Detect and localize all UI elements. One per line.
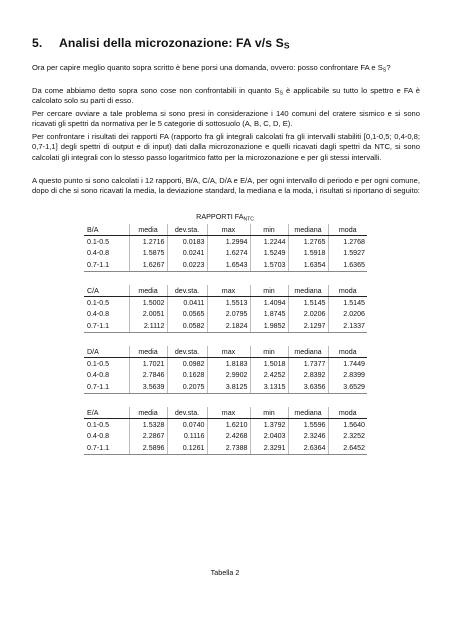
column-header: min: [250, 407, 288, 419]
column-header: max: [207, 407, 250, 419]
table-cell: 2.8399: [343, 371, 365, 380]
table-cell: 1.2244: [250, 236, 288, 248]
table-cell: 0.1261: [167, 442, 207, 454]
table-row: [84, 309, 367, 320]
table-cell: 1.5875: [129, 248, 167, 259]
ratio-table: [84, 346, 367, 394]
table-cell: 1.2768: [343, 238, 365, 247]
table-cell: 1.5927: [343, 249, 365, 258]
row-interval: 0.4-0.8: [84, 248, 129, 259]
column-header: mediana: [288, 285, 328, 297]
column-header: E/A: [84, 407, 129, 419]
ratio-table: [84, 224, 367, 272]
paragraph-ratios: A questo punto si sono calcolati i 12 rapporti, B/A, C/A, D/A e E/A, per ogni intervallo di periodo e per ogni comune, dopo di che si sono ricavati la media, la deviazione standard, la mediana e la moda, i risultati si riportano di seguito:: [32, 176, 420, 196]
table-cell: 3.5639: [129, 381, 167, 393]
section-heading: [32, 36, 290, 50]
table-cell: 2.1297: [288, 320, 328, 332]
column-header: media: [129, 285, 167, 297]
table-cell: 1.5018: [250, 358, 288, 370]
table-row: [84, 370, 367, 381]
column-header: max: [207, 346, 250, 358]
row-interval: 0.4-0.8: [84, 431, 129, 442]
table-cell: 2.7846: [129, 370, 167, 381]
table-cell: 1.8183: [207, 358, 250, 370]
table-cell: 1.2716: [129, 236, 167, 248]
column-header: moda: [328, 407, 367, 419]
table-cell: 2.4268: [207, 431, 250, 442]
column-header: mediana: [288, 407, 328, 419]
table-cell: 0.0582: [167, 320, 207, 332]
table-title-text: RAPPORTI FA: [196, 212, 244, 221]
table-cell: 0.0241: [167, 248, 207, 259]
table-cell: 1.3792: [250, 419, 288, 431]
table-title: [145, 212, 305, 221]
table-cell: 3.8125: [207, 381, 250, 393]
table-cell: 1.9852: [250, 320, 288, 332]
table-cell: 1.5145: [288, 297, 328, 309]
table-cell: 1.2994: [207, 236, 250, 248]
table-cell: 1.7377: [288, 358, 328, 370]
table-cell: 0.0411: [167, 297, 207, 309]
table-cell: 2.0051: [129, 309, 167, 320]
table-cell: 1.6210: [207, 419, 250, 431]
table-cell: 0.0982: [167, 358, 207, 370]
row-interval: 0.4-0.8: [84, 370, 129, 381]
table-cell: 0.0565: [167, 309, 207, 320]
table-row: [84, 248, 367, 259]
paragraph-integrals: Per confrontare i risultati dei rapporti FA (rapporto fra gli integrali calcolati fra gli intervalli stabiliti [0,1-0,5; 0,4-0,8; 0,7-1,1] degli spettri di output e di input) dati dalla microzonazione e quelli ricavati dagli spettri da NTC, si sono calcolati gli integrali con lo stesso passo logaritmico fatto per la microzonazione e per gli stessi intervalli.: [32, 132, 420, 162]
paragraph-comparison-end: è applicabile su tutto lo spettro e FA è calcolato solo su parti di esso.: [32, 86, 420, 106]
subscript: S: [279, 90, 283, 97]
table-cell: 1.5328: [129, 419, 167, 431]
table-cell: 1.5002: [129, 297, 167, 309]
table-cell: 2.1337: [328, 320, 367, 332]
paragraph-method: Per cercare ovviare a tale problema si sono presi in considerazione i 140 comuni del cratere sismico e si sono ricavati gli spettri da normativa per le 5 categorie di sottosuolo (A, B, C, D, E).: [32, 109, 420, 129]
table-row: [84, 259, 367, 271]
table-cell: 2.2867: [129, 431, 167, 442]
table-row: [84, 236, 367, 248]
column-header: min: [250, 224, 288, 236]
ratio-table: [84, 285, 367, 333]
column-header: moda: [328, 346, 367, 358]
column-header: B/A: [84, 224, 129, 236]
table-cell: 1.5513: [207, 297, 250, 309]
column-header: moda: [328, 285, 367, 297]
column-header: dev.sta.: [167, 407, 207, 419]
column-header: mediana: [288, 224, 328, 236]
table-cell: 1.8745: [250, 309, 288, 320]
table-row: [84, 320, 367, 332]
table-cell: 3.6529: [328, 381, 367, 393]
table-cell: 0.0223: [167, 259, 207, 271]
table-cell: 2.6364: [288, 442, 328, 454]
paragraph-question-text: Ora per capire meglio quanto sopra scritto è bene porsi una domanda, ovvero: posso confrontare FA e S: [32, 63, 383, 72]
table-cell: 2.3246: [288, 431, 328, 442]
table-cell: 2.4252: [250, 370, 288, 381]
paragraph-question-end: ?: [386, 63, 391, 72]
table-row: [84, 381, 367, 393]
row-interval: 0.4-0.8: [84, 309, 129, 320]
table-cell: 2.0403: [250, 431, 288, 442]
column-header: min: [250, 285, 288, 297]
table-cell: 1.7021: [129, 358, 167, 370]
table-cell: 1.6274: [207, 248, 250, 259]
table-title-subscript: NTC: [243, 216, 254, 223]
row-interval: 0.1-0.5: [84, 297, 129, 309]
column-header: max: [207, 224, 250, 236]
table-caption: Tabella 2: [210, 568, 240, 577]
column-header: dev.sta.: [167, 224, 207, 236]
table-row: [84, 442, 367, 454]
section-number: 5.: [32, 36, 43, 50]
table-cell: 2.8392: [288, 370, 328, 381]
row-interval: 0.7-1.1: [84, 320, 129, 332]
column-header: min: [250, 346, 288, 358]
table-cell: 2.1112: [129, 320, 167, 332]
column-header: C/A: [84, 285, 129, 297]
table-cell: 2.7388: [207, 442, 250, 454]
table-row: [84, 358, 367, 370]
table-cell: 2.3291: [250, 442, 288, 454]
row-interval: 0.1-0.5: [84, 358, 129, 370]
section-title-subscript: S: [283, 40, 290, 51]
row-interval: 0.7-1.1: [84, 259, 129, 271]
table-cell: 1.5918: [288, 248, 328, 259]
row-interval: 0.7-1.1: [84, 442, 129, 454]
column-header: D/A: [84, 346, 129, 358]
column-header: mediana: [288, 346, 328, 358]
table-header-row: [84, 407, 367, 419]
table-cell: 1.5640: [343, 421, 365, 430]
column-header: max: [207, 285, 250, 297]
column-header: dev.sta.: [167, 346, 207, 358]
subscript: S: [382, 67, 387, 74]
table-cell: 2.0206: [343, 310, 365, 319]
table-cell: 1.5145: [343, 299, 365, 308]
table-row: [84, 419, 367, 431]
table-row: [84, 297, 367, 309]
table-header-row: [84, 346, 367, 358]
row-interval: 0.7-1.1: [84, 381, 129, 393]
table-cell: 0.0740: [167, 419, 207, 431]
table-cell: 1.7449: [343, 360, 365, 369]
table-cell: 0.0183: [167, 236, 207, 248]
table-cell: 1.4094: [250, 297, 288, 309]
column-header: media: [129, 407, 167, 419]
table-cell: 1.6354: [288, 259, 328, 271]
table-cell: 2.5896: [129, 442, 167, 454]
paragraph-comparison-text: Da come abbiamo detto sopra sono cose non confrontabili in quanto S: [32, 86, 280, 95]
column-header: media: [129, 224, 167, 236]
table-cell: 2.6452: [328, 442, 367, 454]
table-cell: 2.3252: [343, 432, 365, 441]
table-cell: 1.5703: [250, 259, 288, 271]
table-cell: 0.1116: [167, 431, 207, 442]
table-cell: 3.1315: [250, 381, 288, 393]
table-header-row: [84, 224, 367, 236]
paragraph-question: [32, 63, 420, 73]
table-cell: 1.5596: [288, 419, 328, 431]
table-cell: 0.2075: [167, 381, 207, 393]
table-cell: 1.6365: [328, 259, 367, 271]
ratio-table: [84, 407, 367, 455]
column-header: media: [129, 346, 167, 358]
table-header-row: [84, 285, 367, 297]
table-cell: 1.2765: [288, 236, 328, 248]
table-cell: 1.5249: [250, 248, 288, 259]
paragraph-comparison: [32, 86, 420, 107]
row-interval: 0.1-0.5: [84, 419, 129, 431]
column-header: moda: [328, 224, 367, 236]
table-cell: 1.6267: [129, 259, 167, 271]
table-cell: 2.0206: [288, 309, 328, 320]
table-cell: 1.6543: [207, 259, 250, 271]
section-title-text: Analisi della microzonazione: FA v/s S: [59, 36, 284, 50]
row-interval: 0.1-0.5: [84, 236, 129, 248]
table-cell: 2.9902: [207, 370, 250, 381]
column-header: dev.sta.: [167, 285, 207, 297]
table-row: [84, 431, 367, 442]
table-cell: 0.1628: [167, 370, 207, 381]
table-cell: 3.6356: [288, 381, 328, 393]
table-cell: 2.1824: [207, 320, 250, 332]
table-cell: 2.0795: [207, 309, 250, 320]
